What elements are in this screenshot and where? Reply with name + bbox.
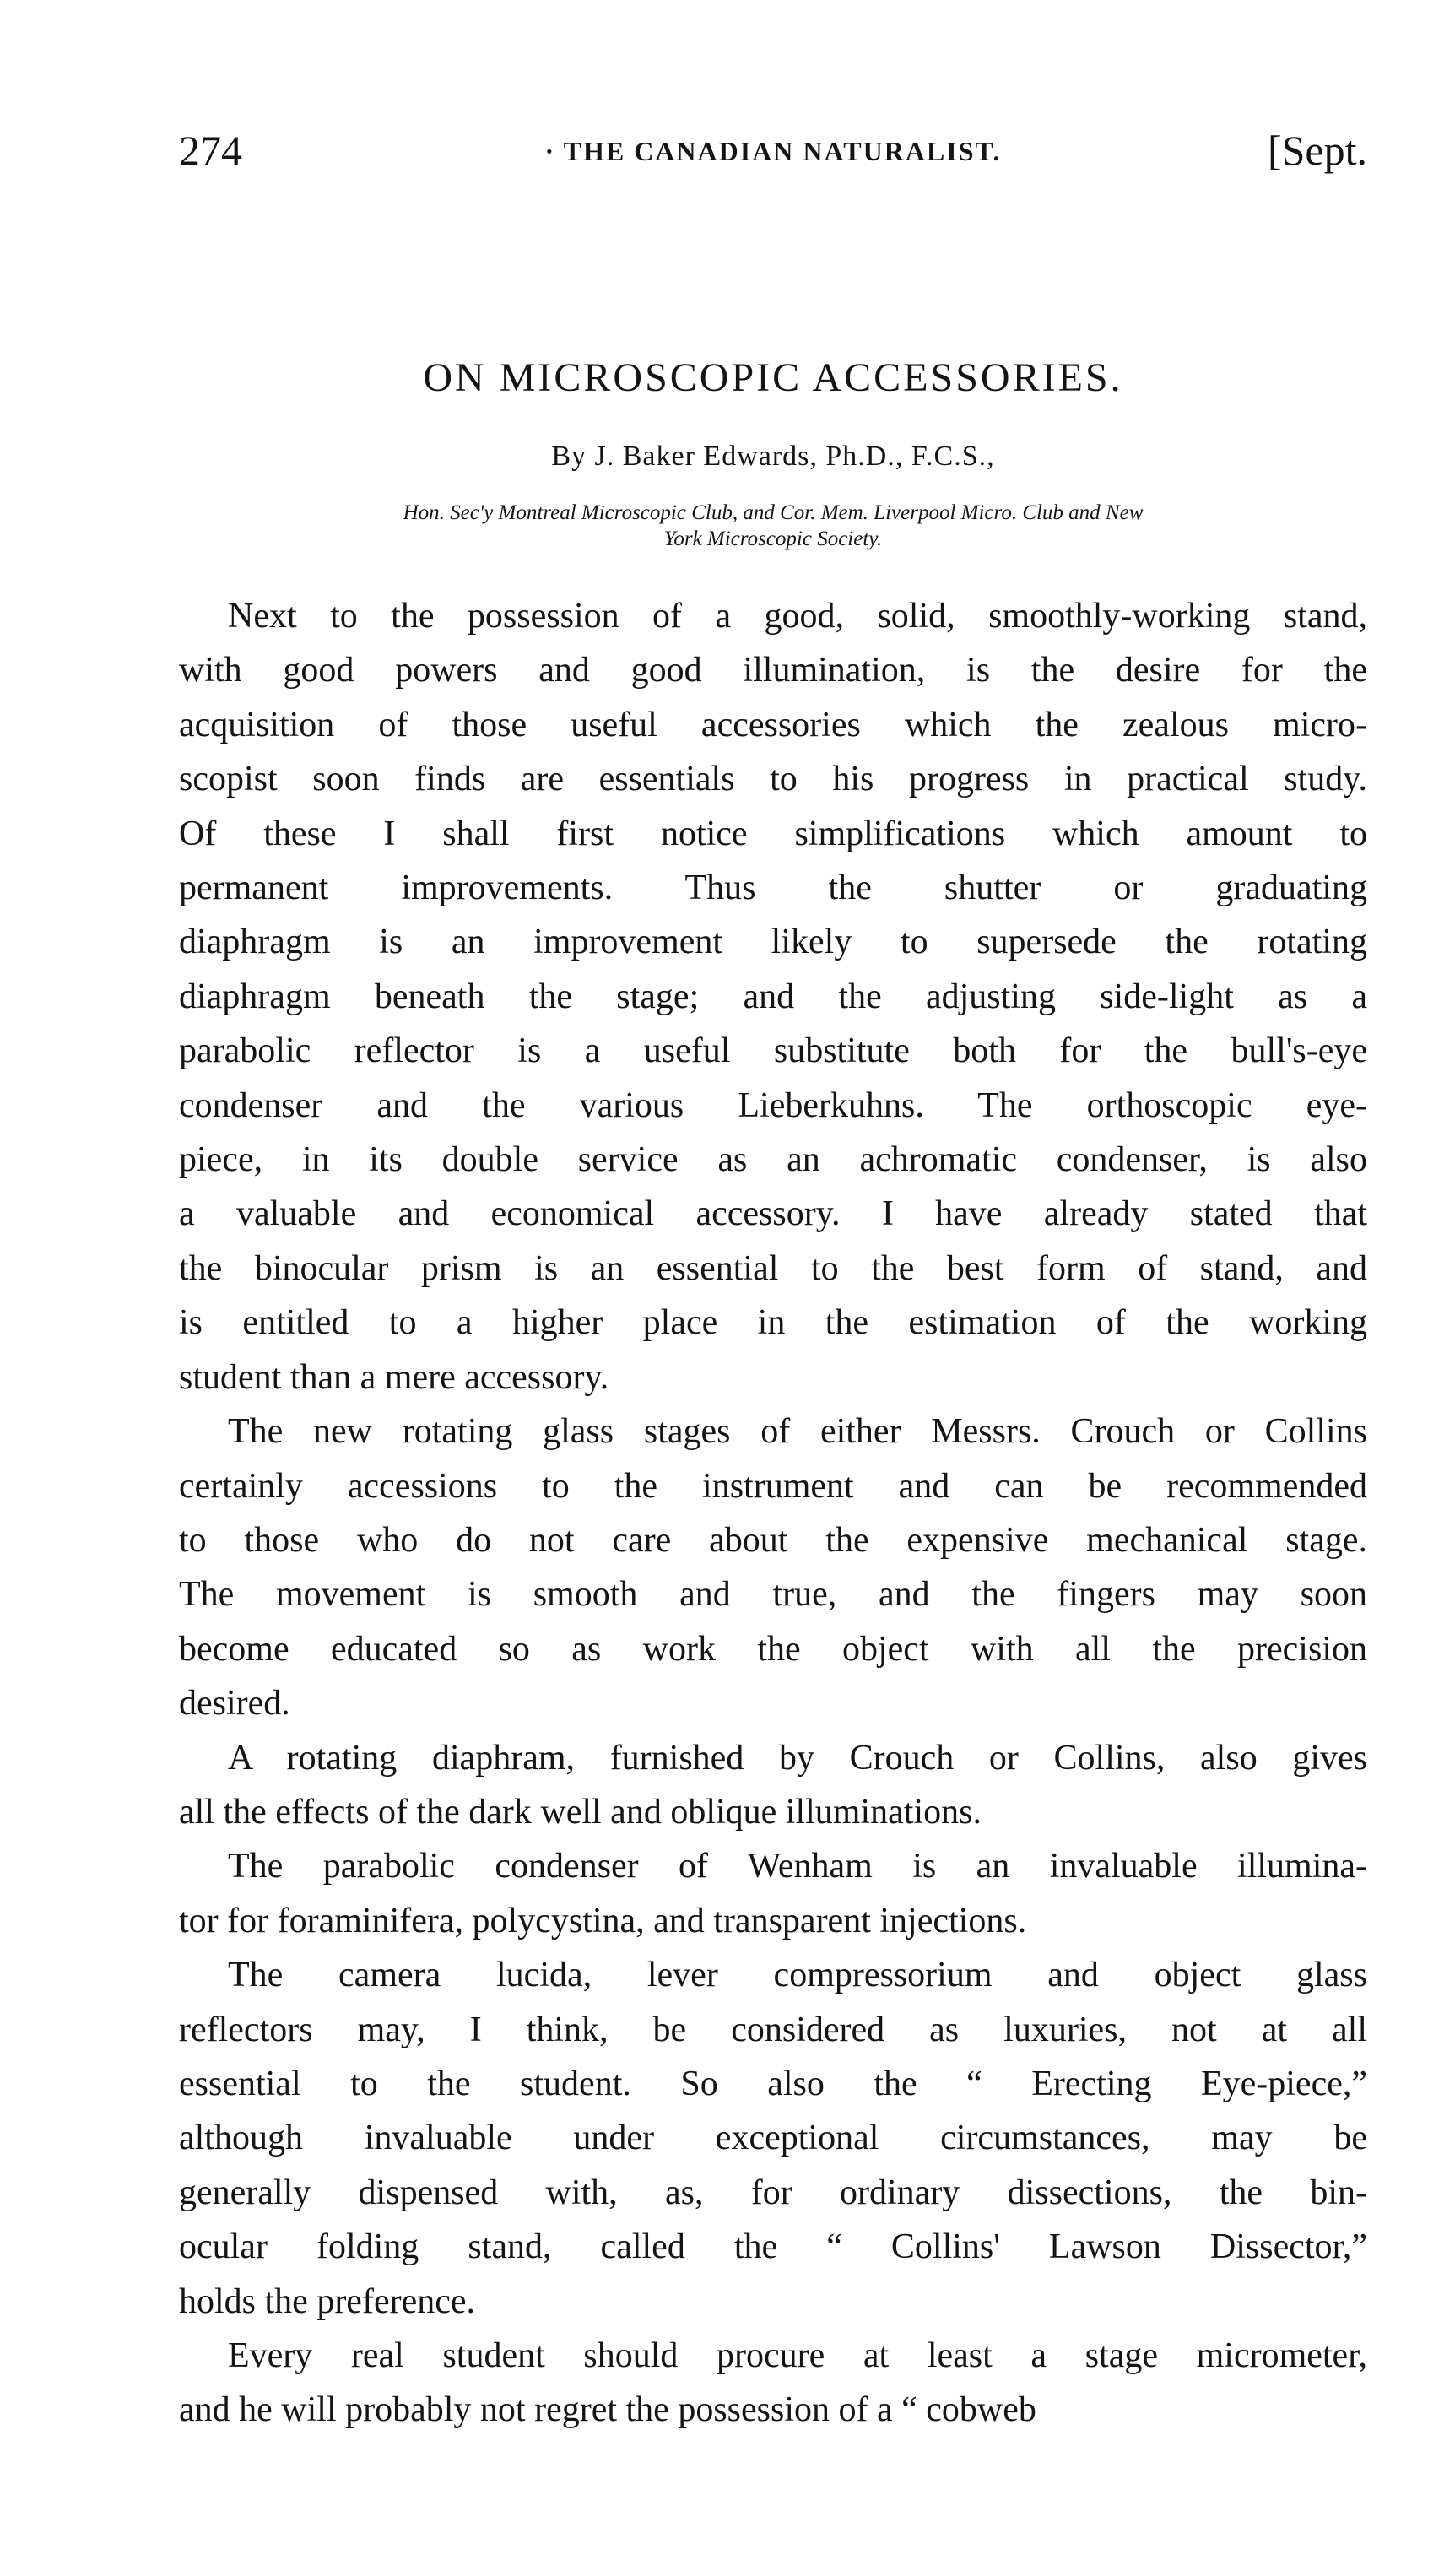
text-line: parabolic reflector is a useful substitute both for the bull's-eye <box>179 1031 1367 1071</box>
text-line: acquisition of those useful accessories which the zealous micro- <box>179 705 1367 744</box>
affiliation-line: York Microscopic Society. <box>663 528 883 550</box>
paragraph <box>179 589 1367 1404</box>
text-line: student than a mere accessory. <box>179 1357 609 1397</box>
text-line: Of these I shall first notice simplifications which amount to <box>179 814 1367 853</box>
text-line: and he will probably not regret the possession of a “ cobweb <box>179 2390 1036 2430</box>
paragraph <box>179 1948 1367 2329</box>
text-line: scopist soon finds are essentials to his progress in practical study. <box>179 760 1367 799</box>
text-line: with good powers and good illumination, is the desire for the <box>179 651 1367 690</box>
text-line: The movement is smooth and true, and the fingers may soon <box>179 1575 1367 1615</box>
running-head <box>179 125 1367 176</box>
paragraph <box>179 1404 1367 1730</box>
text-line: become educated so as work the object with all the precision <box>179 1629 1367 1669</box>
text-line: Next to the possession of a good, solid, smoothly-working stand, <box>228 597 1367 636</box>
text-line: ocular folding stand, called the “ Collins' Lawson Dissector,” <box>179 2227 1367 2267</box>
text-line: condenser and the various Lieberkuhns. The orthoscopic eye- <box>179 1085 1367 1125</box>
text-line: diaphragm is an improvement likely to supersede the rotating <box>179 923 1367 962</box>
text-line: although invaluable under exceptional circumstances, may be <box>179 2119 1367 2158</box>
text-line: piece, in its double service as an achromatic condenser, is also <box>179 1140 1367 1180</box>
text-line: diaphragm beneath the stage; and the adjusting side-light as a <box>179 977 1367 1016</box>
text-line: Every real student should procure at least a stage micrometer, <box>228 2336 1367 2375</box>
text-line: certainly accessions to the instrument and can be recommended <box>179 1466 1367 1506</box>
text-line: reflectors may, I think, be considered as luxuries, not at all <box>179 2010 1367 2049</box>
text-line: The parabolic condenser of Wenham is an invaluable illumina- <box>228 1847 1367 1886</box>
journal-title: · THE CANADIAN NATURALIST. <box>544 136 1002 166</box>
text-line: The camera lucida, lever compressorium and object glass <box>228 1956 1367 1995</box>
text-line: desired. <box>179 1684 290 1724</box>
paragraph <box>179 1731 1367 1840</box>
text-line: to those who do not care about the expensive mechanical stage. <box>179 1520 1367 1560</box>
text-line: tor for foraminifera, polycystina, and transparent injections. <box>179 1901 1027 1940</box>
text-line: essential to the student. So also the “ Erecting Eye-piece,” <box>179 2064 1367 2103</box>
author-byline: By J. Baker Edwards, Ph.D., F.C.S., <box>551 441 995 472</box>
article-title: ON MICROSCOPIC ACCESSORIES. <box>423 355 1123 400</box>
text-line: is entitled to a higher place in the estimation of the working <box>179 1303 1367 1343</box>
text-line: holds the preference. <box>179 2281 475 2321</box>
author-affiliation <box>179 500 1367 552</box>
text-line: A rotating diaphram, furnished by Crouch or Collins, also gives <box>228 1738 1367 1778</box>
text-line: The new rotating glass stages of either Messrs. Crouch or Collins <box>228 1412 1367 1452</box>
article-body <box>179 589 1367 2438</box>
text-line: generally dispensed with, as, for ordinary dissections, the bin- <box>179 2173 1367 2212</box>
page-number: 274 <box>179 127 242 174</box>
paragraph <box>179 2329 1367 2438</box>
issue-month: [Sept. <box>1267 127 1367 174</box>
text-line: permanent improvements. Thus the shutter or graduating <box>179 869 1367 908</box>
paragraph <box>179 1839 1367 1948</box>
text-line: a valuable and economical accessory. I have already stated that <box>179 1194 1367 1234</box>
text-line: the binocular prism is an essential to the best form of stand, and <box>179 1248 1367 1288</box>
affiliation-line: Hon. Sec'y Montreal Microscopic Club, and Cor. Mem. Liverpool Micro. Club and New <box>403 501 1144 524</box>
text-line: all the effects of the dark well and oblique illuminations. <box>179 1792 982 1832</box>
